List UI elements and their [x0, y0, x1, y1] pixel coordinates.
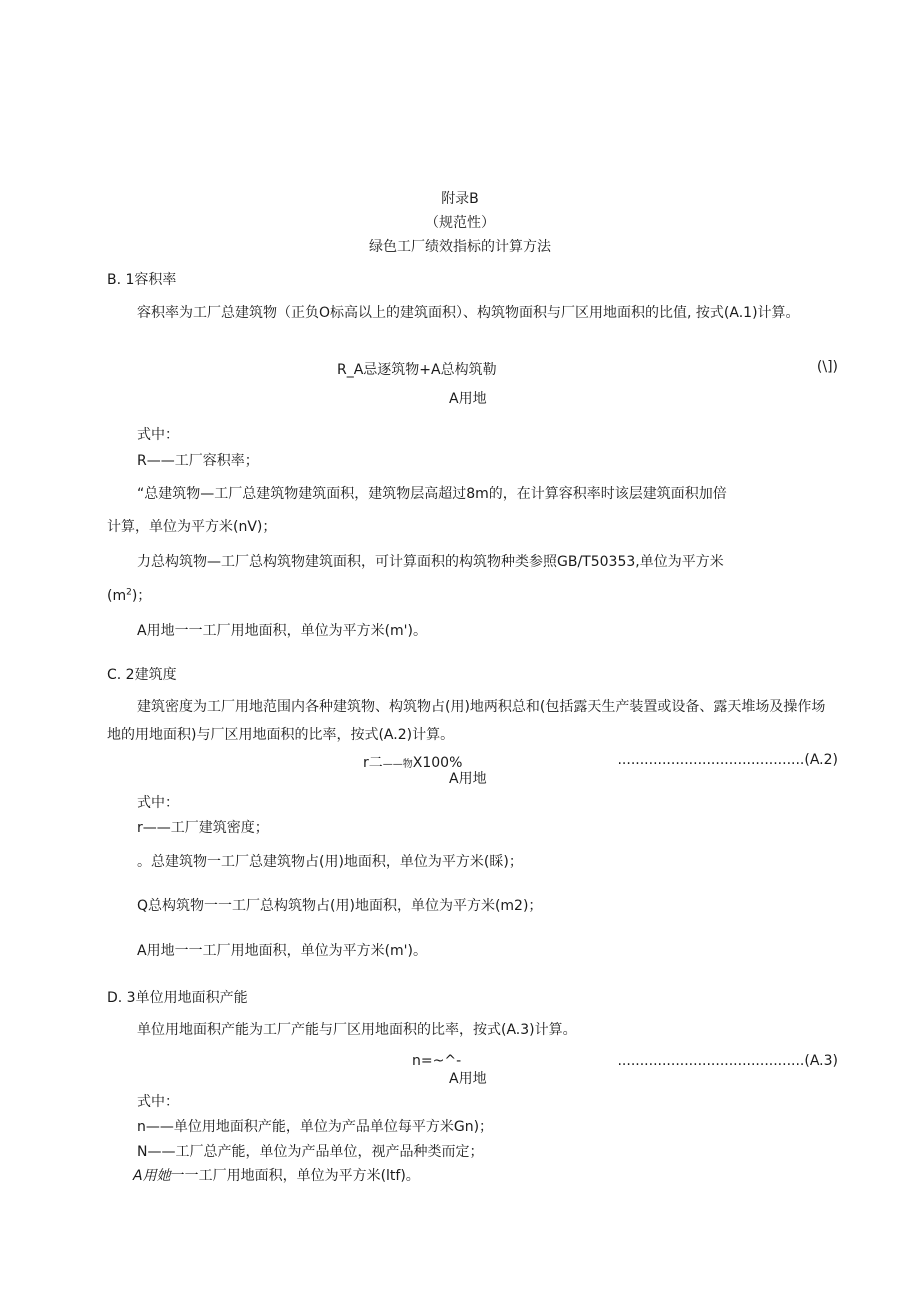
formula-b1-denominator: A用地 [449, 391, 487, 407]
definition-item: N——工厂总产能，单位为产品单位，视产品种类而定； [137, 1144, 484, 1160]
appendix-label: 附录B [441, 191, 479, 207]
formula-b3-number: ..........................................(A.3) [617, 1053, 838, 1069]
definition-item: R——工厂容积率； [137, 453, 259, 469]
definition-item: r——工厂建筑密度； [137, 820, 269, 836]
definition-item: Q总构筑物一一工厂总构筑物占(用)地面积，单位为平方米(m2)； [137, 898, 543, 914]
document-title: 绿色工厂绩效指标的计算方法 [369, 239, 551, 255]
where-label-b2: 式中： [137, 795, 179, 811]
definition-item: 。总建筑物一工厂总建筑物占(用)地面积，单位为平方米(睬)； [137, 854, 523, 870]
definition-item: 力总构筑物—工厂总构筑物建筑面积，可计算面积的构筑物种类参照GB/T50353,单位为平方米 [137, 554, 724, 570]
paragraph-text: 建筑密度为工厂用地范围内各种建筑物、构筑物占(用)地两积总和(包括露天生产装置或设备、露天堆场及操作场地的用地面积)与厂区用地面积的比率，按式(A.2)计算。 [107, 699, 826, 743]
section-heading-b3: D. 3单位用地面积产能 [107, 990, 248, 1006]
formula-b2-denominator: A用地 [449, 771, 487, 787]
formula-b2-number: ..........................................(A.2) [617, 752, 838, 768]
formula-b1-number: (\]) [816, 359, 838, 375]
definition-unit: $(m^2)$； [107, 587, 152, 604]
where-label-b3: 式中： [137, 1094, 179, 1110]
definition-item: A用地一一工厂用地面积，单位为平方米(m')。 [137, 623, 427, 639]
definition-item: 计算，单位为平方米(nV)； [107, 519, 277, 535]
normative-label: （规范性） [425, 215, 495, 231]
paragraph-text: 容积率为工厂总建筑物（正负O标高以上的建筑面积）、构筑物面积与厂区用地面积的比值, 按式(A.1)计算。 [137, 305, 800, 321]
formula-b1-numerator: R_A忌逐筑物+A总构筑勒 [337, 362, 497, 378]
formula-b2-numerator: r二——物X100% [363, 755, 463, 771]
definition-item: A用地一一工厂用地面积，单位为平方米(m')。 [137, 943, 427, 959]
section-heading-b1: B. 1容积率 [107, 272, 177, 288]
paragraph-b2-intro [107, 693, 839, 749]
paragraph-b3-intro: 单位用地面积产能为工厂产能与厂区用地面积的比率，按式(A.3)计算。 [137, 1022, 577, 1038]
definition-item: n——单位用地面积产能，单位为产品单位每平方米Gn)； [137, 1119, 494, 1135]
formula-b3-numerator: n=~^- [412, 1053, 462, 1069]
paragraph-b1-intro [107, 299, 839, 327]
section-heading-b2: C. 2建筑度 [107, 667, 177, 683]
definition-item: A用她一一工厂用地面积，单位为平方米(ltf)。 [133, 1168, 420, 1184]
formula-b3-denominator: A用地 [449, 1071, 487, 1087]
definition-item: “总建筑物—工厂总建筑物建筑面积，建筑物层高超过8m的，在计算容积率时该层建筑面积加倍 [137, 486, 727, 502]
where-label-b1: 式中： [137, 427, 179, 443]
